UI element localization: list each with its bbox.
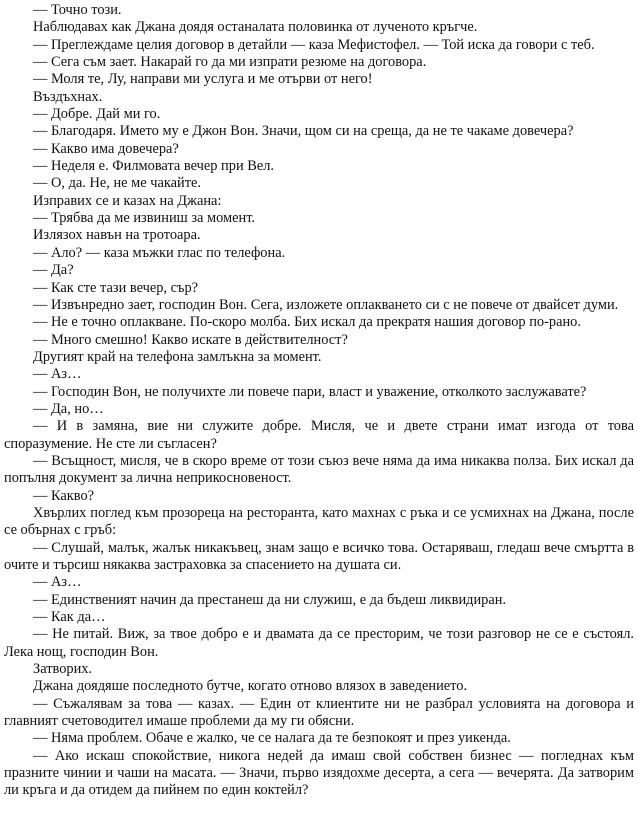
paragraph: — Да? [33, 262, 74, 279]
paragraph: — Благодаря. Името му е Джон Вон. Значи, щом си на среща, да не те чакаме довечера? [33, 123, 574, 140]
paragraph: — Всъщност, мисля, че в скоро време от този съюз вече няма да има никаква полза. Бих искал да попълня документ за лична неприкосновеност. [4, 452, 634, 487]
paragraph: — Как да… [33, 609, 106, 626]
paragraph: — Ало? — каза мъжки глас по телефона. [33, 244, 286, 261]
paragraph: — Аз… [33, 574, 82, 591]
paragraph: — О, да. Не, не ме чакайте. [33, 175, 201, 192]
paragraph: — Не питай. Виж, за твое добро е и двамата да се престорим, че този разговор не се е състоял. Лека нощ, господин Вон. [4, 626, 634, 660]
paragraph: — Много смешно! Какво искате в действителност? [33, 331, 348, 348]
paragraph: — Аз… [33, 366, 82, 383]
paragraph: — Трябва да ме извиниш за момент. [33, 210, 256, 227]
paragraph: — Ако искаш спокойствие, никога недей да имаш свой собствен бизнес — погледнах към празните чинии и чаши на масата. — Значи, първо изядохме десерта, а сега — вечерята. Да затворим ли кръга и да отидем да пийнем по един коктейл? [4, 747, 634, 799]
paragraph: — Какво? [33, 487, 95, 504]
paragraph: Въздъхнах. [33, 88, 103, 105]
paragraph: — Добре. Дай ми го. [33, 106, 161, 123]
paragraph: Излязох навън на тротоара. [33, 227, 201, 244]
paragraph: Изправих се и казах на Джана: [33, 192, 222, 209]
paragraph: — Съжалявам за това — казах. — Един от клиентите ни не разбрал условията на договора и главният счетоводител имаше проблеми да му ги обясни. [4, 695, 634, 730]
paragraph: — И в замяна, вие ни служите добре. Мисля, че и двете страни имат изгода от това споразумение. Не сте ли съгласен? [4, 418, 634, 452]
paragraph: Хвърлих поглед към прозореца на ресторанта, като махнах с ръка и се усмихнах на Джана, после се обърнах с гръб: [4, 504, 634, 539]
paragraph: Наблюдавах как Джана доядя останалата половинка от лученото кръгче. [33, 19, 478, 36]
paragraph: — Не е точно оплакване. По-скоро молба. Бих искал да прекратя нашия договор по-рано. [33, 314, 581, 331]
paragraph: — Слушай, малък, жалък никакъвец, знам защо е всичко това. Остаряваш, гледаш вече смъртта в очите и търсиш някаква застраховка за спасението на душата си. [4, 539, 634, 573]
paragraph: — Няма проблем. Обаче е жалко, че се налага да те безпокоят и през уикенда. [33, 730, 511, 747]
paragraph: — Какво има довечера? [33, 140, 179, 157]
paragraph: — Преглеждаме целия договор в детайли — каза Мефистофел. — Той иска да говори с теб. [33, 36, 595, 53]
paragraph: Другият край на телефона замлъкна за момент. [33, 348, 322, 365]
paragraph: — Моля те, Лу, направи ми услуга и ме отърви от него! [33, 71, 373, 88]
paragraph: — Как сте тази вечер, сър? [33, 279, 199, 296]
paragraph: — Да, но… [33, 400, 104, 417]
paragraph: — Неделя е. Филмовата вечер при Вел. [33, 158, 275, 175]
paragraph: — Извънредно зает, господин Вон. Сега, изложете оплакването си с не повече от двайсет думи. [33, 296, 619, 313]
paragraph: — Единственият начин да престанеш да ни служиш, е да бъдеш ликвидиран. [33, 591, 507, 608]
paragraph: — Точно този. [33, 2, 122, 18]
paragraph: Затворих. [33, 661, 93, 678]
paragraph: — Господин Вон, не получихте ли повече пари, власт и уважение, отколкото заслужавате? [33, 383, 587, 400]
paragraph: — Сега съм зает. Накарай го да ми изпрати резюме на договора. [33, 54, 427, 71]
paragraph: Джана доядяше последното бутче, когато отново влязох в заведението. [33, 678, 468, 695]
